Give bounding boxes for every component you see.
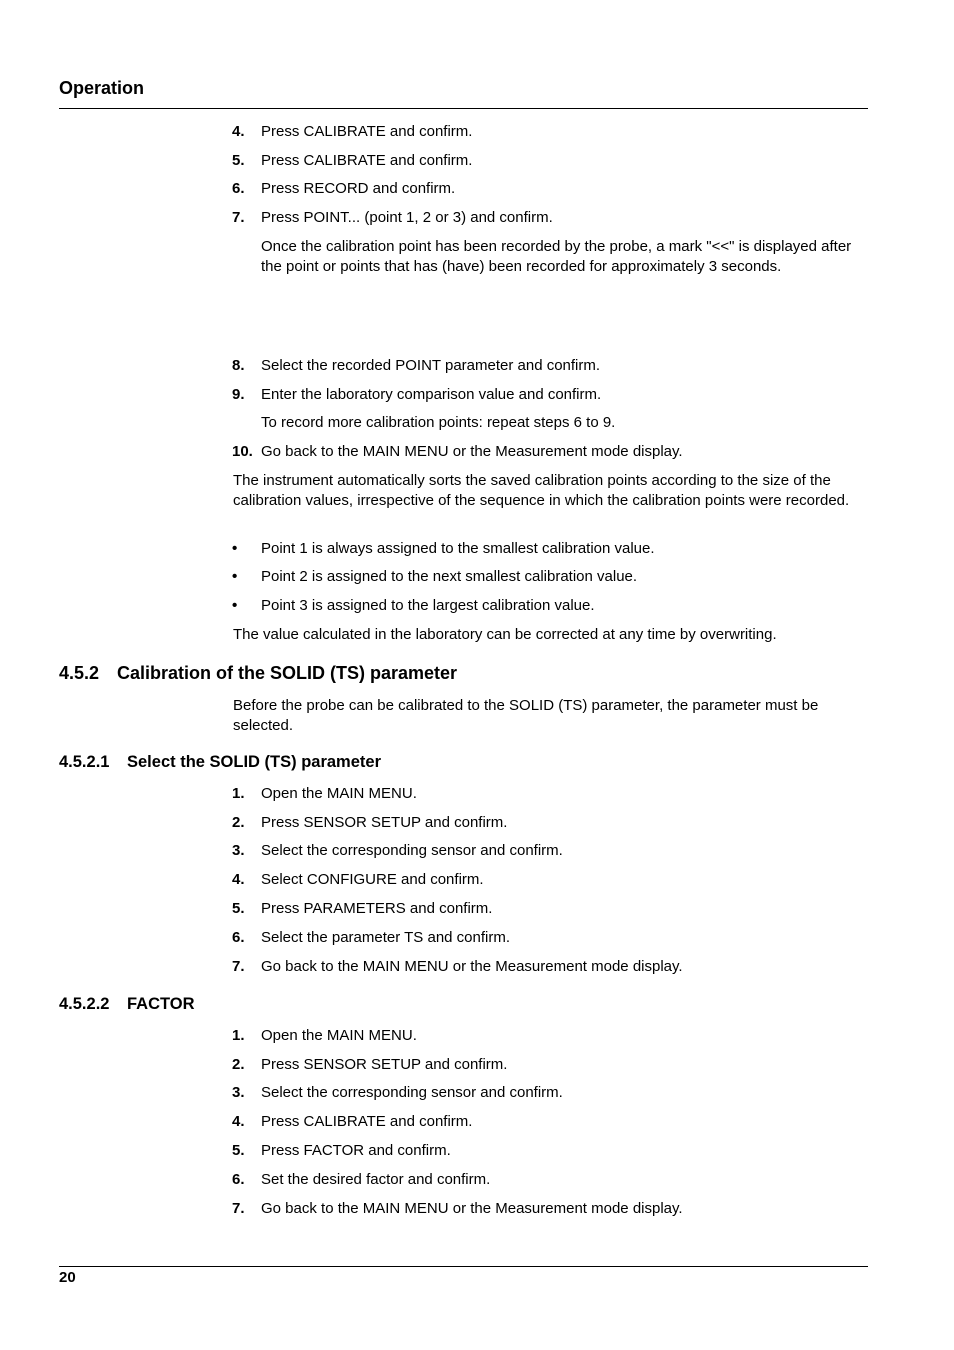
step-number: 7.: [232, 958, 245, 975]
step-text: Select the corresponding sensor and confirm.: [261, 842, 563, 859]
section-title: Calibration of the SOLID (TS) parameter: [117, 663, 458, 683]
step-number: 4.: [232, 123, 245, 140]
step-text: Press POINT... (point 1, 2 or 3) and confirm.: [261, 209, 553, 226]
step-note: Once the calibration point has been recorded by the probe, a mark "<<" is displayed after the point or points that has (have) been recorded for approximately 3 seconds.: [261, 238, 852, 275]
step-number: 5.: [232, 900, 245, 917]
header-rule: [59, 108, 868, 109]
step-note: To record more calibration points: repeat steps 6 to 9.: [261, 414, 616, 431]
step-number: 3.: [232, 1084, 245, 1101]
step-text: Press CALIBRATE and confirm.: [261, 1113, 473, 1130]
step-number: 6.: [232, 180, 245, 197]
step-number: 10.: [232, 443, 253, 460]
step-number: 8.: [232, 357, 245, 374]
step-number: 2.: [232, 814, 245, 831]
step-number: 2.: [232, 1056, 245, 1073]
page-header-title: Operation: [59, 78, 145, 98]
step-text: Press PARAMETERS and confirm.: [261, 900, 493, 917]
step-text: Select the parameter TS and confirm.: [261, 929, 511, 946]
step-number: 1.: [232, 785, 245, 802]
bullet-text: Point 2 is assigned to the next smallest calibration value.: [261, 568, 638, 585]
step-text: Set the desired factor and confirm.: [261, 1171, 491, 1188]
section-heading: [59, 663, 457, 684]
step-text: Press CALIBRATE and confirm.: [261, 152, 473, 169]
bullet-text: Point 3 is assigned to the largest calibration value.: [261, 597, 595, 614]
page-number: 20: [59, 1269, 76, 1286]
section-number: 4.5.2.1: [59, 753, 110, 771]
step-text: Enter the laboratory comparison value and confirm.: [261, 386, 602, 403]
subsection-heading: [59, 995, 195, 1014]
step-number: 4.: [232, 871, 245, 888]
step-number: 3.: [232, 842, 245, 859]
bullet-icon: •: [232, 597, 238, 614]
bullet-text: Point 1 is always assigned to the smallest calibration value.: [261, 540, 655, 557]
step-number: 6.: [232, 929, 245, 946]
section-intro: Before the probe can be calibrated to the SOLID (TS) parameter, the parameter must be selected.: [233, 697, 819, 734]
step-text: Select CONFIGURE and confirm.: [261, 871, 484, 888]
step-text: Press SENSOR SETUP and confirm.: [261, 1056, 508, 1073]
step-number: 7.: [232, 1200, 245, 1217]
body-paragraph: The instrument automatically sorts the saved calibration points according to the size of the calibration values, irrespective of the sequence in which the calibration points were recorded.: [233, 472, 850, 509]
step-text: Press FACTOR and confirm.: [261, 1142, 451, 1159]
step-text: Press SENSOR SETUP and confirm.: [261, 814, 508, 831]
section-title: Select the SOLID (TS) parameter: [127, 753, 381, 771]
step-number: 7.: [232, 209, 245, 226]
step-text: Press RECORD and confirm.: [261, 180, 456, 197]
step-text: Go back to the MAIN MENU or the Measurement mode display.: [261, 1200, 683, 1217]
step-text: Open the MAIN MENU.: [261, 785, 417, 802]
section-number: 4.5.2: [59, 663, 100, 683]
step-number: 5.: [232, 152, 245, 169]
step-number: 9.: [232, 386, 245, 403]
body-paragraph: The value calculated in the laboratory can be corrected at any time by overwriting.: [233, 626, 777, 643]
section-number: 4.5.2.2: [59, 995, 110, 1013]
step-number: 1.: [232, 1027, 245, 1044]
step-number: 6.: [232, 1171, 245, 1188]
step-text: Go back to the MAIN MENU or the Measurement mode display.: [261, 958, 683, 975]
step-number: 4.: [232, 1113, 245, 1130]
bullet-icon: •: [232, 540, 238, 557]
subsection-heading: [59, 753, 381, 772]
step-text: Select the recorded POINT parameter and confirm.: [261, 357, 601, 374]
step-number: 5.: [232, 1142, 245, 1159]
step-text: Go back to the MAIN MENU or the Measurement mode display.: [261, 443, 683, 460]
footer-rule: [59, 1266, 868, 1267]
bullet-icon: •: [232, 568, 238, 585]
section-title: FACTOR: [127, 995, 195, 1013]
step-text: Press CALIBRATE and confirm.: [261, 123, 473, 140]
step-text: Open the MAIN MENU.: [261, 1027, 417, 1044]
step-text: Select the corresponding sensor and confirm.: [261, 1084, 563, 1101]
